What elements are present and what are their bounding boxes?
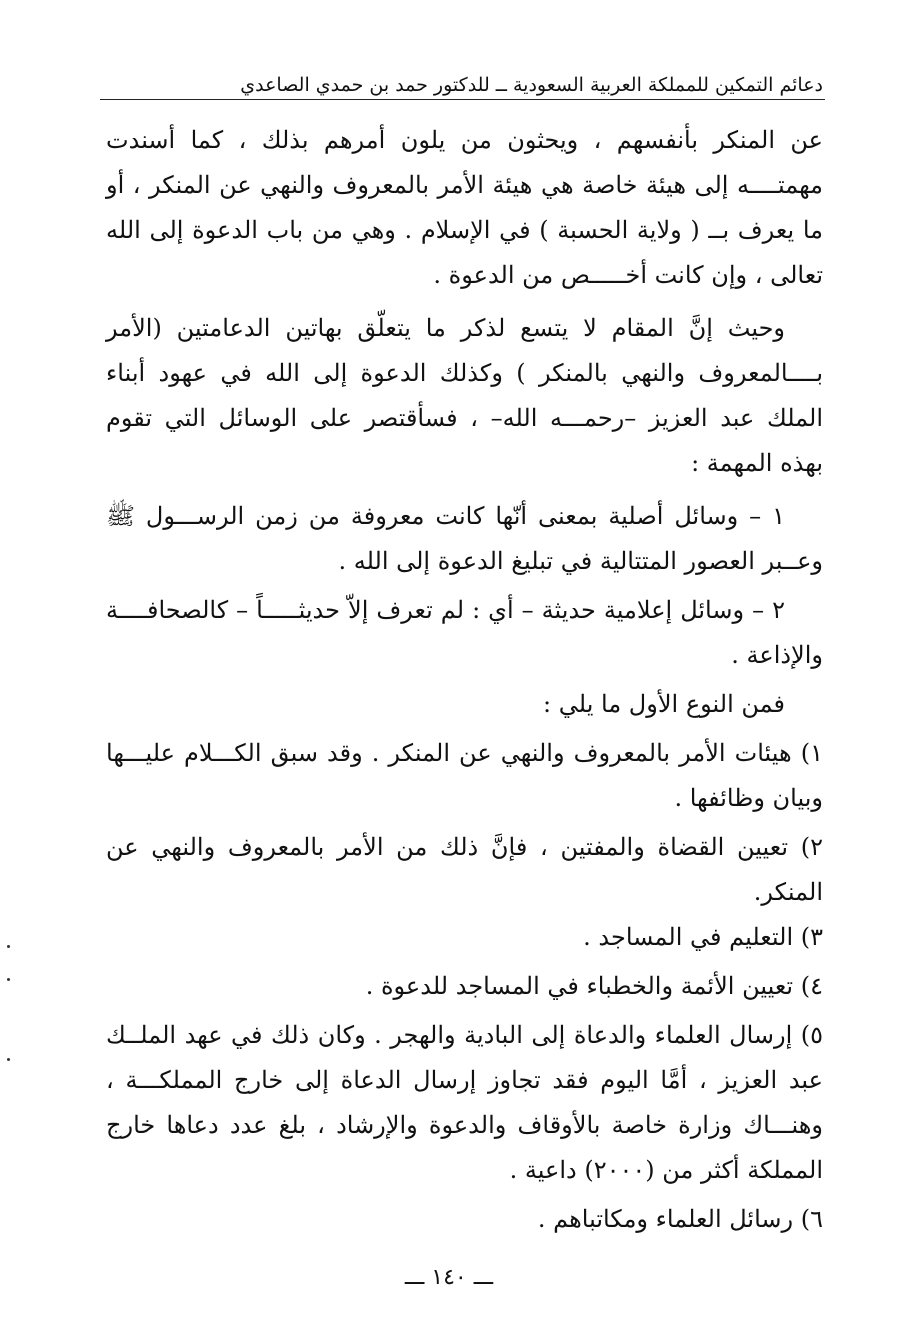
running-header: دعائم التمكين للمملكة العربية السعودية ــ للدكتور حمد بن حمدي الصاعدي [240, 74, 823, 96]
scan-edge-mark [7, 1058, 10, 1061]
page-body [106, 118, 823, 1242]
paragraph-1: عن المنكر بأنفسهم ، ويحثون من يلون أمرهم بذلك ، كما أسندت مهمتــــه إلى هيئة خاصة هي هيئة الأمر بالمعروف والنهي عن المنكر ، أو ما يعرف بــ ( ولاية الحسبة ) في الإسلام . وهي من باب الدعوة إلى الله تعالى ، وإن كانت أخـــــص من الدعوة . [106, 126, 823, 289]
paragraph-first-type-intro: فمن النوع الأول ما يلي : [543, 690, 785, 718]
paragraph-2: وحيث إنَّ المقام لا يتسع لذكر ما يتعلّق بهاتين الدعامتين (الأمر بــــالمعروف والنهي بالمنكر ) وكذلك الدعوة إلى الله في عهود أبناء الملك عبد العزيز –رحمـــه الله– ، فسأقتصر على الوسائل التي تقوم بهذه المهمة : [106, 314, 823, 477]
paragraph-means-modern: ٢ – وسائل إعلامية حديثة – أي : لم تعرف إلاّ حديثـــــاً – كالصحافــــة والإذاعة . [106, 596, 823, 669]
list-item: ٣) التعليم في المساجد . [583, 923, 823, 951]
list-item: ٢) تعيين القضاة والمفتين ، فإنَّ ذلك من الأمر بالمعروف والنهي عن المنكر. [106, 833, 823, 906]
list-item: ٦) رسائل العلماء ومكاتباهم . [537, 1205, 823, 1233]
header-divider [100, 99, 825, 100]
list-item: ١) هيئات الأمر بالمعروف والنهي عن المنكر . وقد سبق الكـــلام عليـــها وبيان وظائفها . [106, 739, 823, 812]
paragraph-means-original: ١ – وسائل أصلية بمعنى أنّها كانت معروفة من زمن الرســـول ﷺ وعــبر العصور المتتالية في تبليغ الدعوة إلى الله . [106, 502, 823, 575]
list-item: ٤) تعيين الأئمة والخطباء في المساجد للدعوة . [365, 972, 823, 1000]
scan-edge-mark [7, 945, 10, 948]
list-item: ٥) إرسال العلماء والدعاة إلى البادية والهجر . وكان ذلك في عهد الملــك عبد العزيز ، أمَّا اليوم فقد تجاوز إرسال الدعاة إلى خارج المملكـــة ، وهنـــاك وزارة خاصة بالأوقاف والدعوة والإرشاد ، بلغ عدد دعاها خارج المملكة أكثر من (٢٠٠٠) داعية . [106, 1021, 823, 1184]
scan-edge-mark [7, 978, 10, 981]
page-number: ـــ ١٤٠ ـــ [404, 1265, 494, 1290]
